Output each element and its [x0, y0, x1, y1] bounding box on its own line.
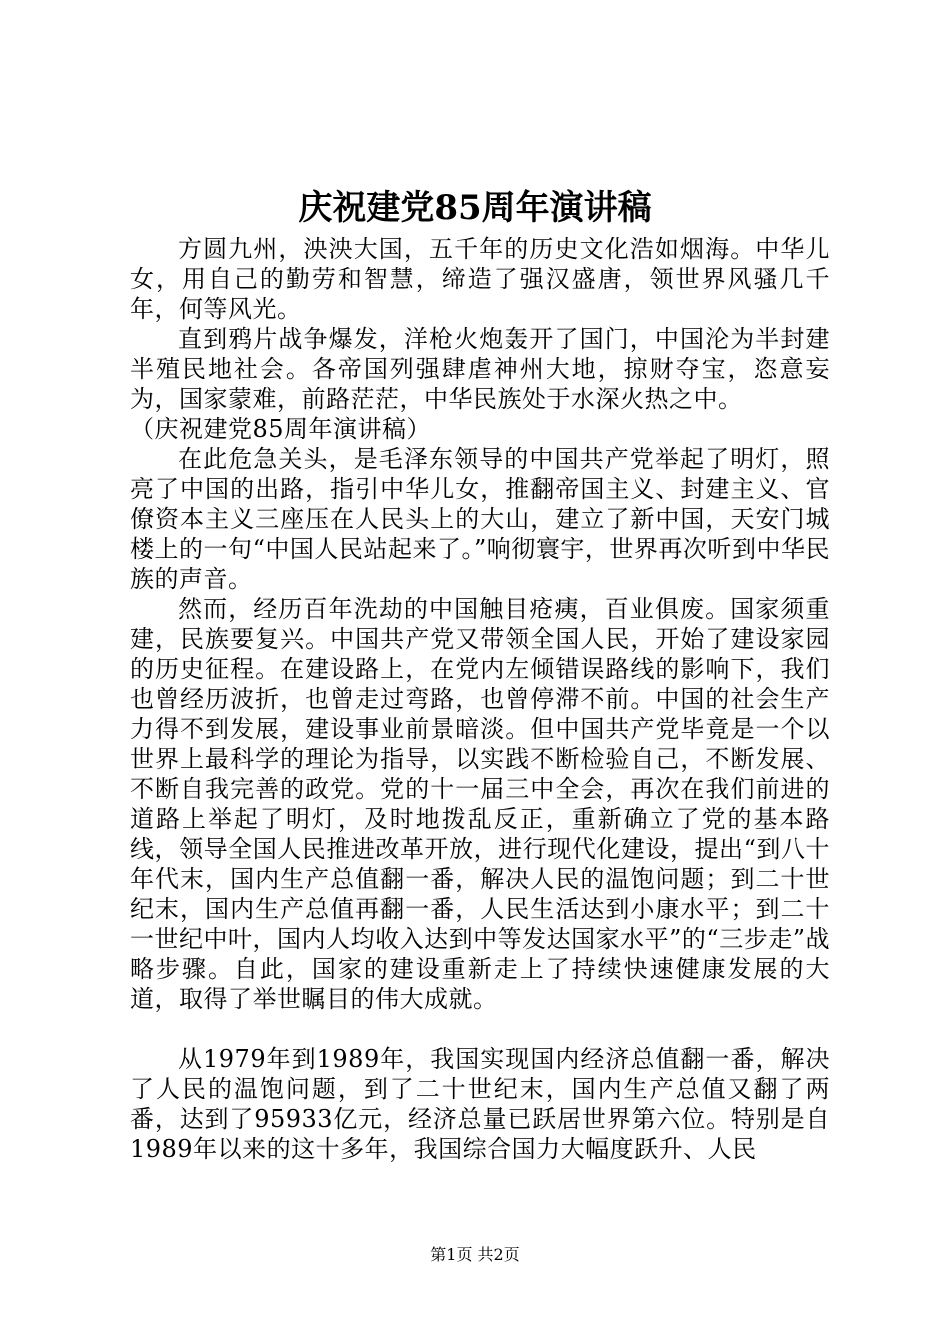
paragraph-1: 方圆九州，泱泱大国，五千年的历史文化浩如烟海。中华儿女，用自己的勤劳和智慧，缔造了强汉盛唐，领世界风骚几千年，何等风光。 — [130, 235, 830, 323]
page-title: 庆祝建党85周年演讲稿 — [298, 188, 652, 228]
document-body — [130, 234, 830, 1164]
paragraph-spacer — [130, 1014, 830, 1044]
page-footer: 第1页 共2页 — [430, 1245, 520, 1264]
paragraph-4: 然而，经历百年洗劫的中国触目疮痍，百业俱废。国家须重建，民族要复兴。中国共产党又带领全国人民，开始了建设家园的历史征程。在建设路上，在党内左倾错误路线的影响下，我们也曾经历波折，也曾走过弯路，也曾停滞不前。中国的社会生产力得不到发展，建设事业前景暗淡。但中国共产党毕竟是一个以世界上最科学的理论为指导，以实践不断检验自己，不断发展、不断自我完善的政党。党的十一届三中全会，再次在我们前进的道路上举起了明灯，及时地拨乱反正，重新确立了党的基本路线，领导全国人民推进改革开放，进行现代化建设，提出“到八十年代末，国内生产总值翻一番，解决人民的温饱问题；到二十世纪末，国内生产总值再翻一番，人民生活达到小康水平；到二十一世纪中叶，国内人均收入达到中等发达国家水平”的“三步走”战略步骤。自此，国家的建设重新走上了持续快速健康发展的大道，取得了举世瞩目的伟大成就。 — [130, 595, 830, 1013]
paragraph-2: 直到鸦片战争爆发，洋枪火炮轰开了国门，中国沦为半封建半殖民地社会。各帝国列强肆虐神州大地，掠财夺宝，恣意妄为，国家蒙难，前路茫茫，中华民族处于水深火热之中。 — [130, 325, 830, 413]
paragraph-5: 从1979年到1989年，我国实现国内经济总值翻一番，解决了人民的温饱问题，到了二十世纪末，国内生产总值又翻了两番，达到了95933亿元，经济总量已跃居世界第六位。特别是自1989年以来的这十多年，我国综合国力大幅度跃升、人民 — [130, 1045, 830, 1163]
paragraph-3: 在此危急关头，是毛泽东领导的中国共产党举起了明灯，照亮了中国的出路，指引中华儿女，推翻帝国主义、封建主义、官僚资本主义三座压在人民头上的大山，建立了新中国，天安门城楼上的一句“中国人民站起来了。”响彻寰宇，世界再次听到中华民族的声音。 — [130, 445, 830, 593]
paragraph-source-note: （庆祝建党85周年演讲稿） — [130, 415, 432, 443]
